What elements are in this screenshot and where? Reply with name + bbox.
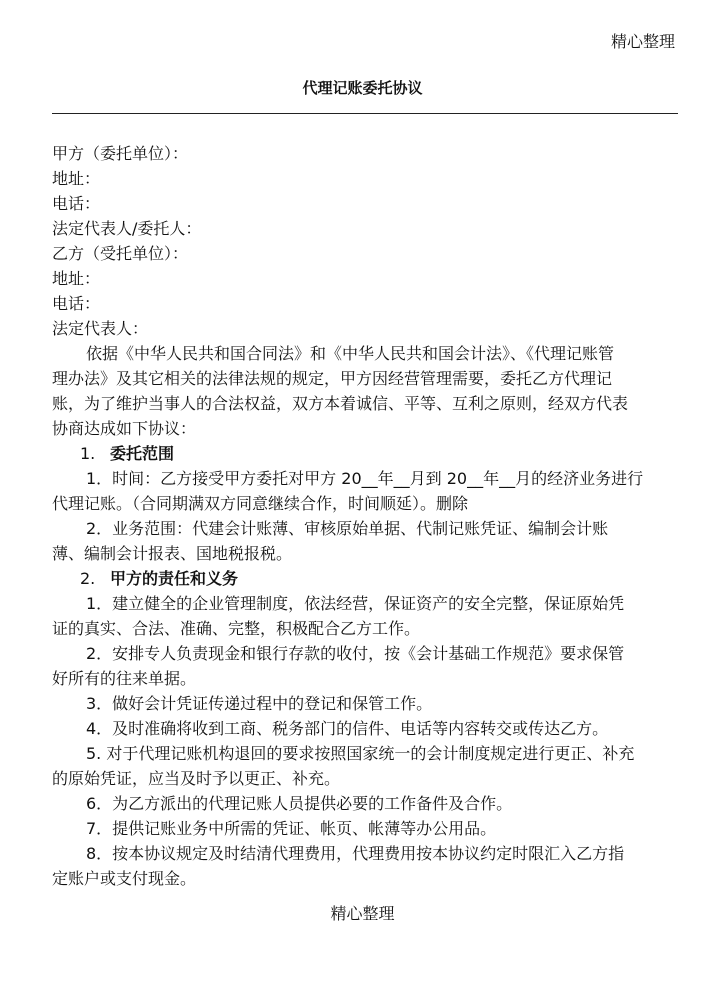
title-divider xyxy=(52,113,678,114)
clause xyxy=(52,791,672,816)
footer-note: 精心整理 xyxy=(330,904,395,923)
clause xyxy=(52,691,672,716)
clause-line: 4．及时准确将收到工商、税务部门的信件、电话等内容转交或传达乙方。 xyxy=(86,719,609,738)
clause xyxy=(52,816,672,841)
party-b-representative-label: 法定代表人： xyxy=(52,319,149,338)
section-heading-party-a-duties xyxy=(52,566,672,591)
preamble-line: 协商达成如下协议： xyxy=(52,419,197,438)
preamble-line: 账，为了维护当事人的合法权益，双方本着诚信、平等、互利之原则，经双方代表 xyxy=(52,394,629,413)
clause-line: 8．按本协议规定及时结清代理费用，代理费用按本协议约定时限汇入乙方指 xyxy=(86,844,625,863)
clause-line: 1．建立健全的企业管理制度，依法经营，保证资产的安全完整，保证原始凭 xyxy=(86,594,625,613)
party-b-phone-label: 电话： xyxy=(52,294,101,313)
clause-line: 7．提供记账业务中所需的凭证、帐页、帐薄等办公用品。 xyxy=(86,819,497,838)
clause-line: 证的真实、合法、准确、完整，积极配合乙方工作。 xyxy=(52,619,421,638)
clause xyxy=(52,591,672,641)
party-a-phone-label: 电话： xyxy=(52,194,101,213)
clause-line: 薄、编制会计报表、国地税报税。 xyxy=(52,544,293,563)
header-note: 精心整理 xyxy=(610,32,675,51)
preamble-line: 理办法》及其它相关的法律法规的规定，甲方因经营管理需要，委托乙方代理记 xyxy=(52,369,613,388)
document-body xyxy=(52,141,672,891)
clause-line: 代理记账。（合同期满双方同意继续合作，时间顺延）。删除 xyxy=(52,494,469,513)
party-b-address-label: 地址： xyxy=(52,269,101,288)
preamble-line: 依据《中华人民共和国合同法》和《中华人民共和国会计法》、《代理记账管 xyxy=(86,344,615,363)
clause xyxy=(52,716,672,741)
clause-line: 5. 对于代理记账机构退回的要求按照国家统一的会计制度规定进行更正、补充 xyxy=(86,744,635,763)
section-heading-scope xyxy=(52,441,672,466)
clause-line: 6．为乙方派出的代理记账人员提供必要的工作备件及合作。 xyxy=(86,794,513,813)
section-number: 1. xyxy=(80,444,96,463)
clause xyxy=(52,641,672,691)
document-title: 代理记账委托协议 xyxy=(302,79,423,97)
clause xyxy=(52,741,672,791)
party-a-address-label: 地址： xyxy=(52,169,101,188)
party-a-representative-label: 法定代表人/委托人： xyxy=(52,219,202,238)
clause-line: 1．时间：乙方接受甲方委托对甲方 20__年__月到 20__年__月的经济业务进行 xyxy=(86,469,644,488)
party-a-name-label: 甲方（委托单位）： xyxy=(52,144,189,163)
clause xyxy=(52,841,672,891)
section-title: 甲方的责任和义务 xyxy=(110,569,239,588)
clause xyxy=(52,466,672,516)
section-title: 委托范围 xyxy=(110,444,175,463)
clause-line: 好所有的往来单据。 xyxy=(52,669,197,688)
section-number: 2. xyxy=(80,569,96,588)
clause-line: 2．安排专人负责现金和银行存款的收付，按《会计基础工作规范》要求保管 xyxy=(86,644,625,663)
clause-line: 2．业务范围：代建会计账薄、审核原始单据、代制记账凭证、编制会计账 xyxy=(86,519,609,538)
clause-line: 的原始凭证，应当及时予以更正、补充。 xyxy=(52,769,341,788)
party-b-name-label: 乙方（受托单位）： xyxy=(52,244,189,263)
clause-line: 定账户或支付现金。 xyxy=(52,869,197,888)
clause xyxy=(52,516,672,566)
preamble-paragraph xyxy=(52,341,672,441)
clause-line: 3．做好会计凭证传递过程中的登记和保管工作。 xyxy=(86,694,433,713)
